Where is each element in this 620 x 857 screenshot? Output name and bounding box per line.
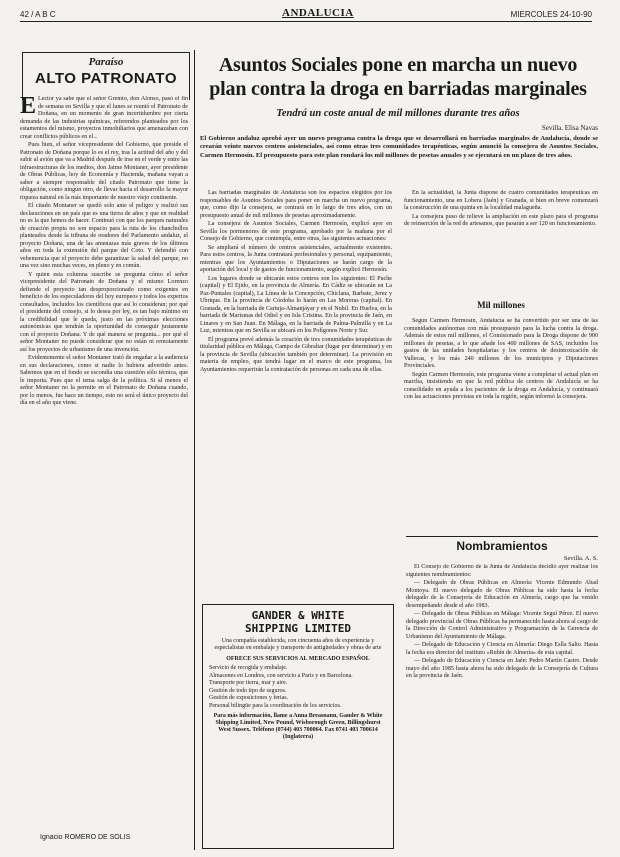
column-paragraph: Lector ya sabe que el señor Gremio, don Alonso, pasó el fin de semana en Sevilla y que el lunes se reunió el Patronato de Doñana, en un momento de gran incertidumbre por cierta demanda de las industrias químicas, referendos planteados por los estamentos del mismo, proyectos inmobiliarios que amenazaban con crear conflictos públicos en el... [20,96,188,140]
section-title: ANDALUCIA [282,7,354,19]
appointments-paragraph: — Delegado de Educación y Ciencia en Jaén: Pedro Martín Castro. Desde mayo del año 1985 hasta ahora ha sido delegado de la Consejería de Cultura en la provincia de Jaén. [406,658,598,679]
article-paragraph: Los lugares donde se ubicarán estos centros son los siguientes: El Puche (capital) y El Ejido, en la provincia de Almería. En Cádiz se ubicarán en La Paz-Puntales (capital), La Línea de la Concepción, Chiclana, Barbate, Jerez y Ubrique. En la provincia de Córdoba lo harán en Las Moreras (capital). En Granada, en la barriada de Cartuja-Almanjáyar y en el Nubil. En Huelva, en la barriada de Marismas del Odiel y en Isla Cristina. En la provincia de Jaén, en Linares y en San Juan. En Málaga, en la barriada de Palma-Palmilla y en La Luz, mientras que en Sevilla se ubicará en los Polígonos Norte y Sur. [200,275,392,334]
column-signature: Ignacio ROMERO DE SOLIS [40,834,131,841]
ad-service-item: Transporte por tierra, mar y aire. [209,680,288,686]
appointments-paragraph: — Delegado de Obras Públicas en Almería: Vicente Edmundo Abad Montoya. El nuevo delegado de Obras Públicas ha sido hasta la fecha delegado de la Consejería de Educación en Almería, cargo que ha venido desempeñando desde el año 1983. [406,580,598,609]
article-paragraph: El programa prevé además la creación de tres comunidades terapéuticas de titularidad pública en Málaga, Campo de Gibraltar (lugar por determinar) y en la provincia de Sevilla (ubicación también por determinar). La provisión en materia de empleo, que tendrá lugar en el marco de este programa, los Ayuntamientos requerirán la contratación de personas en cada una de ellas. [200,336,392,373]
article-column-2 [404,190,598,298]
ad-contact: Para más información, llame a Anna Breasnann, Gander & White Shipping Limited, New Pound, Wisborough Green, Billingshurst West Sussex. Teléfono (0744) 403 700064. Fax 0741 403 700614 (Inglaterra) [213,713,383,740]
article-intertitle: Mil millones [477,300,525,310]
ad-service-item: Almacenes en Londres, con servicio a Paris y en Barcelona. [209,672,353,679]
issue-date: MIERCOLES 24-10-90 [510,10,592,19]
appointments-paragraph: — Delegado de Educación y Ciencia en Almería: Diego Eslla Salto. Hasta la fecha era director del instituto «Rubín de Almería» de esta capital. [406,642,598,656]
column-kicker: Paraíso [88,56,124,68]
ad-description: Una compañía establecida, con cincuenta años de experiencia y especialistas en embalaje y transporte de antigüedades y obras de arte [214,638,382,651]
ad-title-2: SHIPPING LIMITED [245,622,351,635]
column-paragraph: Y quien esta columna suscribe se pregunta cómo el señor vicepresidente del Patronato de Doñana y el mismo Lorenzo defiende el proyecto tan desproporcionado como exigentes en beneficio de los especuladores del hoy europeos y todos los expertos consultados, incluidos los científicos que así lo consideran; por qué el presidente del consejo, si lo desea por ley, es tan bajo mínimo en la credibilidad que le queda, justo en las próximas elecciones autonómicas que tendrán la oportunidad de conseguir justamente con el proyecto Doñana. Y de qué manera se pregunta... por qué el señor Montaner no puede considerar que no están ni remotamente así los proyectos de urbanismo de una invención. [20,271,188,353]
appointments-title: Nombramientos [456,539,548,553]
article-subhead: Tendrá un coste anual de mil millones durante tres años [276,108,520,119]
appointments-paragraph: El Consejo de Gobierno de la Junta de Andalucía decidió ayer realizar los siguientes nombramientos: [406,564,598,578]
article-paragraph: Según Carmen Hermosín, Andalucía se ha convertido por ser una de las comunidades autónomas con más presupuesto para la lucha contra la droga. Además de estos mil millones, el Comisionado para la Droga dispone de 900 millones de pesetas, a lo que añade los 400 millones de SAS, incluidos los gastos de las unidades hospitalarias y los centros de desintoxicación de Vallecas, y los más 240 millones de los municipios y Diputaciones Provinciales. [404,318,598,369]
article-paragraph: Según Carmen Hermosín, este programa viene a completar el actual plan en marcha, insistiendo en que la red pública de centros de Andalucía se ha consolidado en ayuda a los pacientes de la droga en Andalucía, y continuará con las actuaciones previstas en toda la región, según informó la consejera. [404,371,598,400]
article-paragraph: Las barriadas marginales de Andalucía son los espacios elegidos por los responsables de Asuntos Sociales para poner en marcha un nuevo programa, que, como dijo la consejera, se centrará en lo largo de tres años, con un presupuesto anual de mil millones de pesetas aproximadamente. [200,190,392,219]
article-column-1 [200,190,392,590]
ad-service-item: Gestión de todo tipo de seguros. [209,687,287,694]
column-paragraph: Pues bien, el señor vicepresidente del Gobierno, que preside el Patronato de Doñana porque lo es el rey, tras la actitud del año y del subir al avión que va a Madrid después de irse en el verde y entre las infraestructuras de los medios, don Jaime Montaner, ayer presidente de Obras Públicas, hoy de Economía y Hacienda, mañana vayan a saber a siempre responsable del citado Patronato que tiene la obligación, como ningún otro, de llevar hacia el desarrollo la mayor riqueza natural en la más importante de nuestro viejo continente. [20,142,188,201]
opinion-column: E Lector ya sabe que el señor Gremio, don Alonso, pasó el fin de semana en Sevilla y que el lunes se reunió el Patronato de Doñana, en un momento de gran incertidumbre por cierta demanda de las industrias químicas, referendos planteados por los estamentos del mismo, proyectos inmobiliarios que amenazaban con crear conflictos públicos en el... Pues bien, el señor vicepresidente del Gobierno, que preside el Patronato de Doñana porque lo es el rey, tras la actitud del año y del subir al avión que va a Madrid después de irse en el verde y entre las infraestructuras de los medios, don Jaime Montaner, ayer presidente de Obras Públicas, hoy de Economía y Hacienda, mañana vayan a saber a siempre responsable del citado Patronato que tiene la obligación, como ningún otro, de llevar hacia el desarrollo la mayor riqueza natural en la más importante de nuestro viejo continente. El citado Montaner se quedó solo ante el peligro y realizó sus declaraciones en un país que es una tierra de años y que en realidad no es la que hemos de hacer. Continuó con que los parques naturales de creación propia no son espacio para la ruta de los chanchullos planteados desde la tribuna de oradores del Parlamento andaluz, el proyecto Doñana, una de las amenazas más graves de los últimos años en toda la extensión del parque del Coto. Y defendió con vehemencia que el proyecto debe garantizar la salud del parque, no una vez sino muchas veces, en pleno y en común. Y quien esta columna suscribe se pregunta cómo el señor vicepresidente del Patronato de Doñana y el mismo Lorenzo defiende el proyecto tan desproporcionado como exigentes en beneficio de los especuladores del hoy europeos y todos los expertos consultados, incluidos los científicos que así lo consideran; por qué el presidente del consejo, si lo desea por ley, es tan bajo mínimo en la credibilidad que le queda, justo en las próximas elecciones autonómicas que tendrán la oportunidad de conseguir justamente con el proyecto Doñana. Y de qué manera se pregunta... por qué el señor Montaner no puede considerar que no están ni remotamente así los proyectos de urbanismo de una invención. Evidentemente el señor Montaner trató de engañar a la audiencia en sus declaraciones, como si nadie lo hubiera advertido antes. Sabemos que en el fondo se escondía una cuestión sólo técnica, que le importa. Pues que el tema salga de la política. Si al menos el señor Montaner no la permite en el Patronato de Doñana cuando, por lo menos, fue hace un tiempo, esto no será el único proyecto del día en el año que viene. [20,96,188,406]
appointments-box [406,536,598,562]
appointments-text [406,564,598,849]
ad-service-list [209,665,387,710]
article-byline: Sevilla. Elisa Navas [541,124,598,132]
ad-service-item: Personal bilingüe para la coordinación de los servicios. [209,702,342,709]
article-headline: Asuntos Sociales pone en marcha un nuevo plan contra la droga en barriadas marginales [209,54,587,100]
appointments-byline: Sevilla. A. S. [563,555,598,562]
column-divider [194,50,195,850]
ad-title: GANDER & WHITE [251,609,345,622]
article-column-2b [404,318,598,518]
advertisement [202,604,394,849]
article-lead: El Gobierno andaluz aprobó ayer un nuevo programa contra la droga que se desarrollará en barriadas marginales de Andalucía, donde se crearán veinte nuevos centros asistenciales, así como otras tres comunidades terapéuticas, según anunció la consejera de Asuntos Sociales, Carmen Hermosín. El presupuesto para este plan rondará los mil millones de pesetas anuales y se ejecutará en un plazo de tres años. [200,135,598,159]
article-paragraph: La consejera de Asuntos Sociales, Carmen Hermosín, explicó ayer en Sevilla los pormenores de este programa, aprobado por la mañana por el Consejo de Gobierno, que contempla, entre otras, las siguientes actuaciones: [200,221,392,242]
ad-tagline: OFRECE SUS SERVICIOS AL MERCADO ESPAÑOL [226,656,370,662]
ad-service-item: Servicio de recogida y embalaje. [209,665,288,671]
column-headline: ALTO PATRONATO [35,70,177,87]
article-paragraph: En la actualidad, la Junta dispone de cuatro comunidades terapéuticas en funcionamiento, una en Lobera (Jaén) y Granada, si bien en breve comenzará la construcción de una quinta en la localidad malagueña. [404,190,598,211]
column-paragraph: El citado Montaner se quedó solo ante el peligro y realizó sus declaraciones en un país que es una tierra de años y que en realidad no es la que hemos de hacer. Continuó con que los parques naturales de creación propia no son espacio para la ruta de los chanchullos planteados desde la tribuna de oradores del Parlamento andaluz, el proyecto Doñana, una de las amenazas más graves de los últimos años en toda la extensión del parque del Coto. Y defendió con vehemencia que el proyecto debe garantizar la salud del parque, no una vez sino muchas veces, en pleno y en común. [20,203,188,269]
column-paragraph: Evidentemente el señor Montaner trató de engañar a la audiencia en sus declaraciones, como si nadie lo hubiera advertido antes. Sabemos que en el fondo se escondía una cuestión sólo técnica, que le importa. Pues que el tema salga de la política. Si al menos el señor Montaner no la permite en el Patronato de Doñana cuando, por lo menos, fue hace un tiempo, esto no será el único proyecto del día en el año que viene. [20,355,188,406]
page-header [20,6,592,22]
article-paragraph: Se ampliará el número de centros asistenciales, actualmente existentes. Para estos centros, la Junta contratará profesionales y personal, equipamiento, mientras que los Ayuntamientos o Diputaciones se harán cargo de la aportación del local y de gastos de funcionamiento, según explicó Hermosín. [200,244,392,273]
article-paragraph: La consejera puso de relieve la ampliación en este plazo para el programa de reinserción de la red de artesanos, que pasarán a ser 120 en funcionamiento. [404,213,598,227]
appointments-paragraph: — Delegado de Obras Públicas en Málaga: Vicente Seguí Pérez. El nuevo delegado provincial de Obras Públicas ha permanecido hasta ahora al cargo de la Dirección de Control Administrativo y Programación de la Gerencia de Urbanismo del Ayuntamiento de Málaga. [406,611,598,640]
ad-service-item: Gestión de exposiciones y ferias. [209,695,289,701]
page-number: 42 / A B C [20,10,56,19]
